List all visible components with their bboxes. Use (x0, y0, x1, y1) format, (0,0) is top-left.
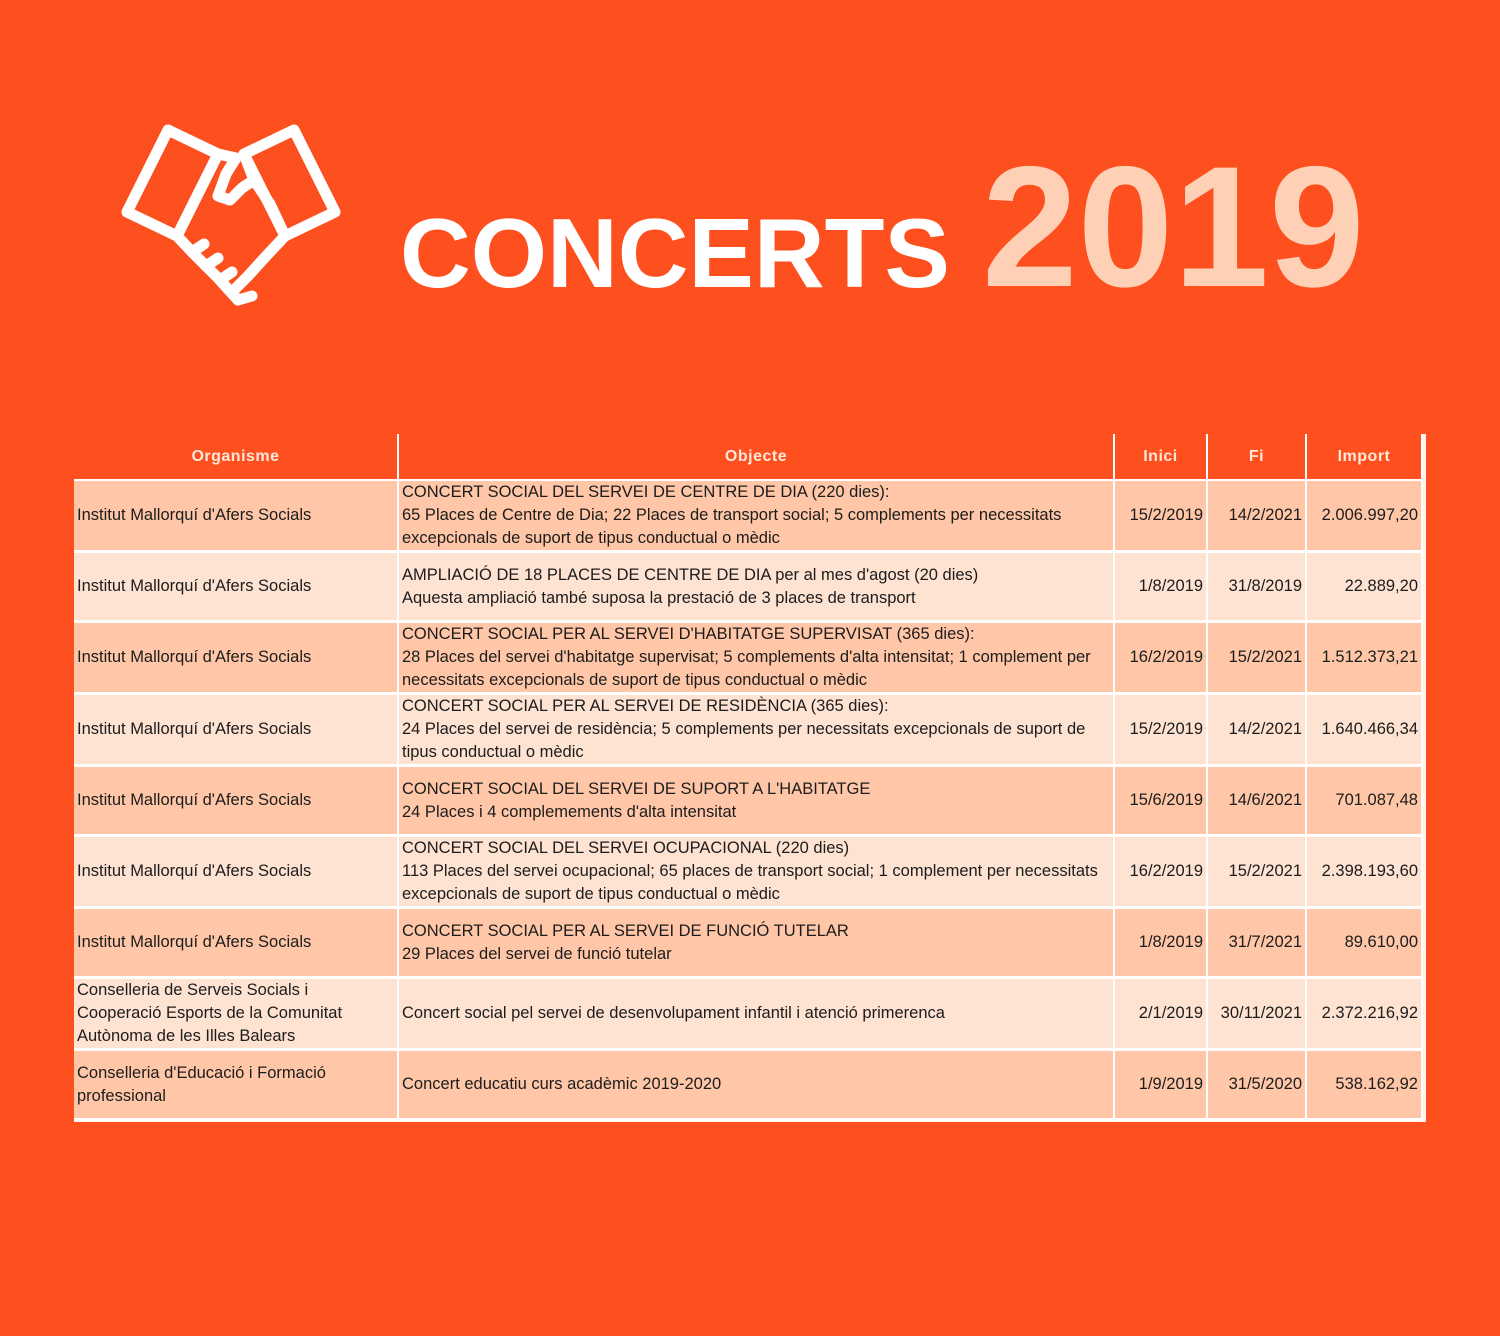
table-row (74, 622, 1422, 694)
cell-organisme: Institut Mallorquí d'Afers Socials (74, 480, 398, 552)
objecte-line: Concert social pel servei de desenvolupament infantil i atenció primerenca (402, 1004, 945, 1022)
column-header-inici: Inici (1114, 434, 1207, 480)
cell-inici: 16/2/2019 (1114, 622, 1207, 694)
cell-objecte (398, 694, 1114, 766)
table-row (74, 908, 1422, 978)
concerts-table (74, 434, 1423, 1121)
cell-import: 22.889,20 (1306, 552, 1422, 622)
cell-fi: 31/8/2019 (1207, 552, 1306, 622)
cell-import: 2.372.216,92 (1306, 978, 1422, 1050)
cell-fi: 31/7/2021 (1207, 908, 1306, 978)
objecte-detail: 113 Places del servei ocupacional; 65 places de transport social; 1 complement per necessitats excepcionals de suport de tipus conductual o mèdic (402, 862, 1098, 903)
table-row (74, 1050, 1422, 1120)
cell-fi: 30/11/2021 (1207, 978, 1306, 1050)
objecte-detail: 24 Places i 4 complemements d'alta intensitat (402, 802, 737, 821)
objecte-detail: Aquesta ampliació també suposa la prestació de 3 places de transport (402, 588, 916, 607)
cell-organisme: Institut Mallorquí d'Afers Socials (74, 622, 398, 694)
table-row (74, 766, 1422, 836)
page-title: CONCERTS (400, 198, 950, 308)
table-header-row (74, 434, 1422, 480)
cell-organisme: Institut Mallorquí d'Afers Socials (74, 836, 398, 908)
cell-import: 1.640.466,34 (1306, 694, 1422, 766)
cell-fi: 14/2/2021 (1207, 694, 1306, 766)
concerts-table-container (74, 434, 1426, 1122)
objecte-line: CONCERT SOCIAL DEL SERVEI OCUPACIONAL (220 dies) (402, 839, 850, 857)
cell-objecte (398, 1050, 1114, 1120)
objecte-detail: 28 Places del servei d'habitatge supervisat; 5 complements d'alta intensitat; 1 complement per necessitats excepcionals de suport de tipus conductual o mèdic (402, 648, 1091, 689)
cell-fi: 14/2/2021 (1207, 480, 1306, 552)
cell-import: 89.610,00 (1306, 908, 1422, 978)
cell-import: 2.398.193,60 (1306, 836, 1422, 908)
cell-import: 2.006.997,20 (1306, 480, 1422, 552)
table-row (74, 978, 1422, 1050)
objecte-line: CONCERT SOCIAL PER AL SERVEI DE FUNCIÓ TUTELAR (402, 921, 849, 940)
table-row (74, 836, 1422, 908)
objecte-line: AMPLIACIÓ DE 18 PLACES DE CENTRE DE DIA per al mes d'agost (20 dies) (402, 565, 979, 584)
cell-objecte (398, 766, 1114, 836)
objecte-line: Concert educatiu curs acadèmic 2019-2020 (402, 1075, 722, 1093)
table-row (74, 552, 1422, 622)
cell-organisme: Institut Mallorquí d'Afers Socials (74, 766, 398, 836)
column-header-objecte: Objecte (398, 434, 1114, 480)
cell-import: 538.162,92 (1306, 1050, 1422, 1120)
objecte-line: CONCERT SOCIAL PER AL SERVEI D'HABITATGE SUPERVISAT (365 dies): (402, 625, 975, 643)
column-header-import: Import (1306, 434, 1422, 480)
cell-inici: 2/1/2019 (1114, 978, 1207, 1050)
cell-fi: 31/5/2020 (1207, 1050, 1306, 1120)
table-row (74, 480, 1422, 552)
cell-import: 701.087,48 (1306, 766, 1422, 836)
objecte-detail: 29 Places del servei de funció tutelar (402, 944, 672, 963)
column-header-fi: Fi (1207, 434, 1306, 480)
cell-objecte (398, 978, 1114, 1050)
table-row (74, 694, 1422, 766)
cell-inici: 15/2/2019 (1114, 694, 1207, 766)
objecte-line: CONCERT SOCIAL DEL SERVEI DE SUPORT A L'HABITATGE (402, 779, 871, 798)
cell-objecte (398, 622, 1114, 694)
cell-inici: 15/6/2019 (1114, 766, 1207, 836)
cell-organisme: Conselleria de Serveis Socials i Cooperació Esports de la Comunitat Autònoma de les Illes Balears (74, 978, 398, 1050)
cell-fi: 15/2/2021 (1207, 622, 1306, 694)
cell-inici: 1/8/2019 (1114, 908, 1207, 978)
cell-objecte (398, 552, 1114, 622)
objecte-detail: 24 Places del servei de residència; 5 complements per necessitats excepcionals de suport de tipus conductual o mèdic (402, 720, 1086, 761)
cell-objecte (398, 480, 1114, 552)
cell-inici: 15/2/2019 (1114, 480, 1207, 552)
cell-fi: 15/2/2021 (1207, 836, 1306, 908)
cell-organisme: Conselleria d'Educació i Formació professional (74, 1050, 398, 1120)
cell-inici: 1/8/2019 (1114, 552, 1207, 622)
cell-fi: 14/6/2021 (1207, 766, 1306, 836)
cell-inici: 1/9/2019 (1114, 1050, 1207, 1120)
cell-objecte (398, 836, 1114, 908)
handshake-icon (118, 120, 344, 315)
column-header-organisme: Organisme (74, 434, 398, 480)
cell-organisme: Institut Mallorquí d'Afers Socials (74, 694, 398, 766)
objecte-detail: 65 Places de Centre de Dia; 22 Places de transport social; 5 complements per necessitats excepcionals de suport de tipus conductual o mèdic (402, 506, 1062, 547)
cell-organisme: Institut Mallorquí d'Afers Socials (74, 908, 398, 978)
objecte-line: CONCERT SOCIAL DEL SERVEI DE CENTRE DE DIA (220 dies): (402, 483, 890, 501)
cell-objecte (398, 908, 1114, 978)
cell-organisme: Institut Mallorquí d'Afers Socials (74, 552, 398, 622)
title-year: 2019 (982, 131, 1365, 323)
cell-import: 1.512.373,21 (1306, 622, 1422, 694)
objecte-line: CONCERT SOCIAL PER AL SERVEI DE RESIDÈNCIA (365 dies): (402, 697, 889, 715)
cell-inici: 16/2/2019 (1114, 836, 1207, 908)
